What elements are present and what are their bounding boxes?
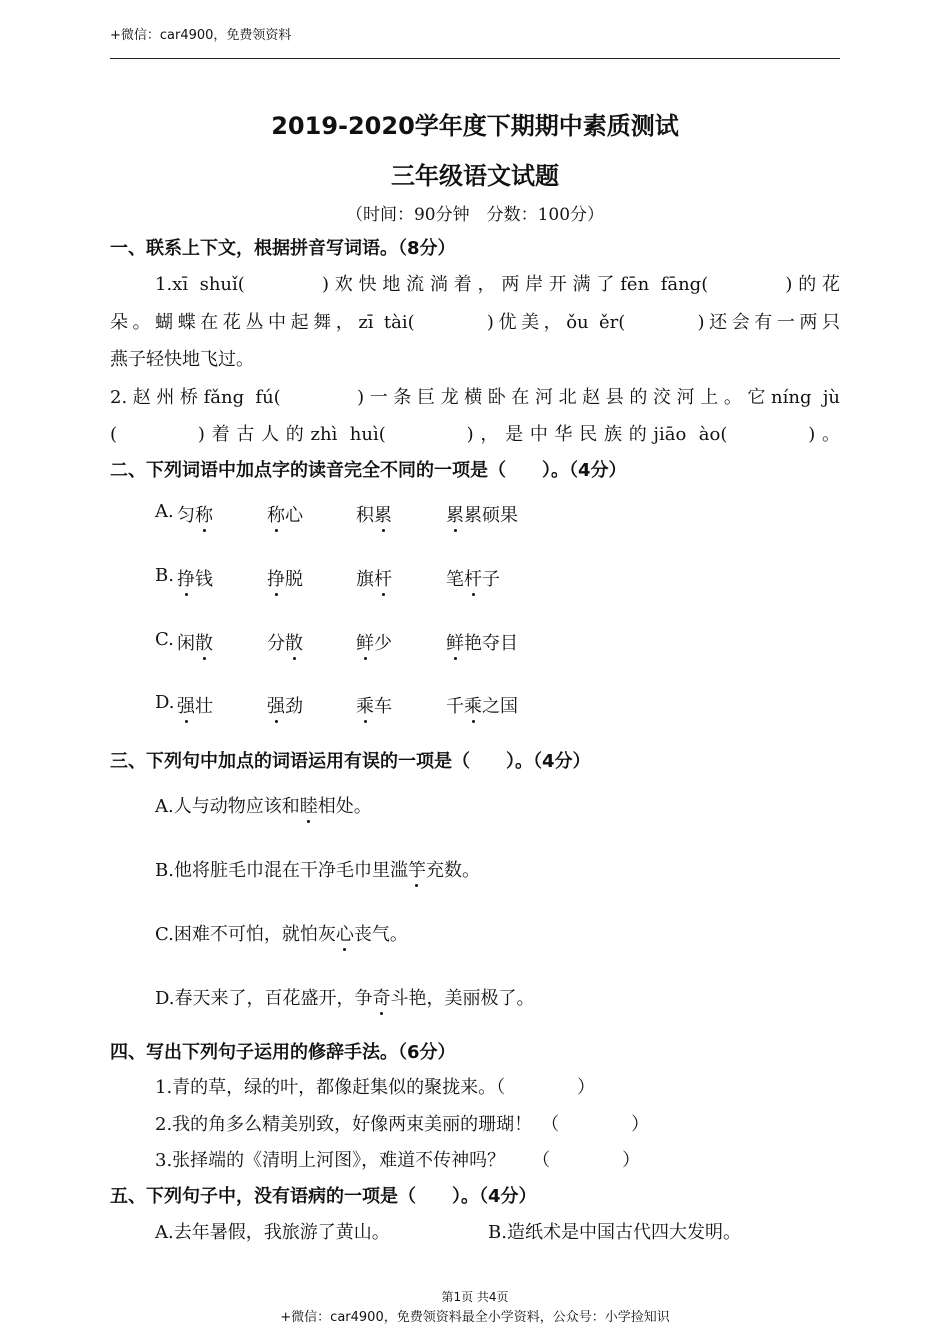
page-number: 第1页 共4页 bbox=[441, 1290, 509, 1304]
q1-line-2: 朵。蝴蝶在花丛中起舞，zī tài( )优美，ǒu ěr( )还会有一两只 bbox=[110, 312, 840, 333]
word-4: 累累硕果 bbox=[446, 505, 518, 526]
q3-heading: 三、下列句中加点的词语运用有误的一项是（ ）。（4分） bbox=[110, 751, 591, 772]
word-4: 千乘之国 bbox=[446, 696, 518, 717]
q4-heading: 四、写出下列句子运用的修辞手法。（6分） bbox=[110, 1042, 456, 1063]
option-label: D. bbox=[155, 692, 175, 713]
word-4: 鲜艳夺目 bbox=[446, 633, 518, 654]
header-watermark: +微信：car4900，免费领资料 bbox=[110, 28, 292, 43]
word-3: 乘车 bbox=[356, 696, 392, 717]
footer-note: +微信：car4900，免费领资料最全小学资料，公众号：小学捡知识 bbox=[280, 1310, 670, 1325]
word-4: 笔杆子 bbox=[446, 569, 500, 590]
q1-line-5: ( )着古人的zhì huì( )，是中华民族的jiāo ào( )。 bbox=[110, 424, 840, 445]
word-3: 旗杆 bbox=[356, 569, 392, 590]
q4-sentence-1: 1.青的草，绿的叶，都像赶集似的聚拢来。（ ） bbox=[155, 1077, 596, 1098]
q2-heading: 二、下列词语中加点字的读音完全不同的一项是（ ）。（4分） bbox=[110, 460, 627, 481]
option-label: B. bbox=[155, 565, 174, 586]
q3-option-c: C.困难不可怕，就怕灰心丧气。 bbox=[155, 924, 408, 945]
header-rule bbox=[110, 58, 840, 59]
word-3: 积累 bbox=[356, 505, 392, 526]
q1-line-1: 1.xī shuǐ( )欢快地流淌着，两岸开满了fēn fāng( )的花 bbox=[155, 274, 840, 295]
q1-line-4: 2.赵州桥fǎng fú( )一条巨龙横卧在河北赵县的洨河上。它níng jù bbox=[110, 387, 840, 408]
option-label: C. bbox=[155, 629, 174, 650]
word-3: 鲜少 bbox=[356, 633, 392, 654]
q1-line-3: 燕子轻快地飞过。 bbox=[110, 349, 254, 370]
word-1: 匀称 bbox=[177, 505, 213, 526]
exam-title: 2019-2020学年度下期期中素质测试 bbox=[271, 112, 679, 140]
q3-option-b: B.他将脏毛巾混在干净毛巾里滥竽充数。 bbox=[155, 860, 480, 881]
q5-option-b: B.造纸术是中国古代四大发明。 bbox=[488, 1222, 741, 1243]
option-label: A. bbox=[155, 501, 174, 522]
word-2: 分散 bbox=[267, 633, 303, 654]
q3-option-a: A.人与动物应该和睦相处。 bbox=[155, 796, 372, 817]
exam-info: （时间：90分钟 分数：100分） bbox=[345, 205, 605, 225]
word-2: 强劲 bbox=[267, 696, 303, 717]
word-2: 挣脱 bbox=[267, 569, 303, 590]
word-1: 挣钱 bbox=[177, 569, 213, 590]
q5-option-a: A.去年暑假，我旅游了黄山。 bbox=[155, 1222, 390, 1243]
q5-heading: 五、下列句子中，没有语病的一项是（ ）。（4分） bbox=[110, 1186, 537, 1207]
q1-heading: 一、联系上下文，根据拼音写词语。（8分） bbox=[110, 238, 456, 259]
exam-subtitle: 三年级语文试题 bbox=[391, 162, 559, 190]
word-2: 称心 bbox=[267, 505, 303, 526]
word-1: 强壮 bbox=[177, 696, 213, 717]
q4-sentence-3: 3.张择端的《清明上河图》，难道不传神吗？ （ ） bbox=[155, 1150, 641, 1171]
word-1: 闲散 bbox=[177, 633, 213, 654]
q3-option-d: D.春天来了，百花盛开，争奇斗艳，美丽极了。 bbox=[155, 988, 535, 1009]
q4-sentence-2: 2.我的角多么精美别致，好像两束美丽的珊瑚！ （ ） bbox=[155, 1114, 650, 1135]
